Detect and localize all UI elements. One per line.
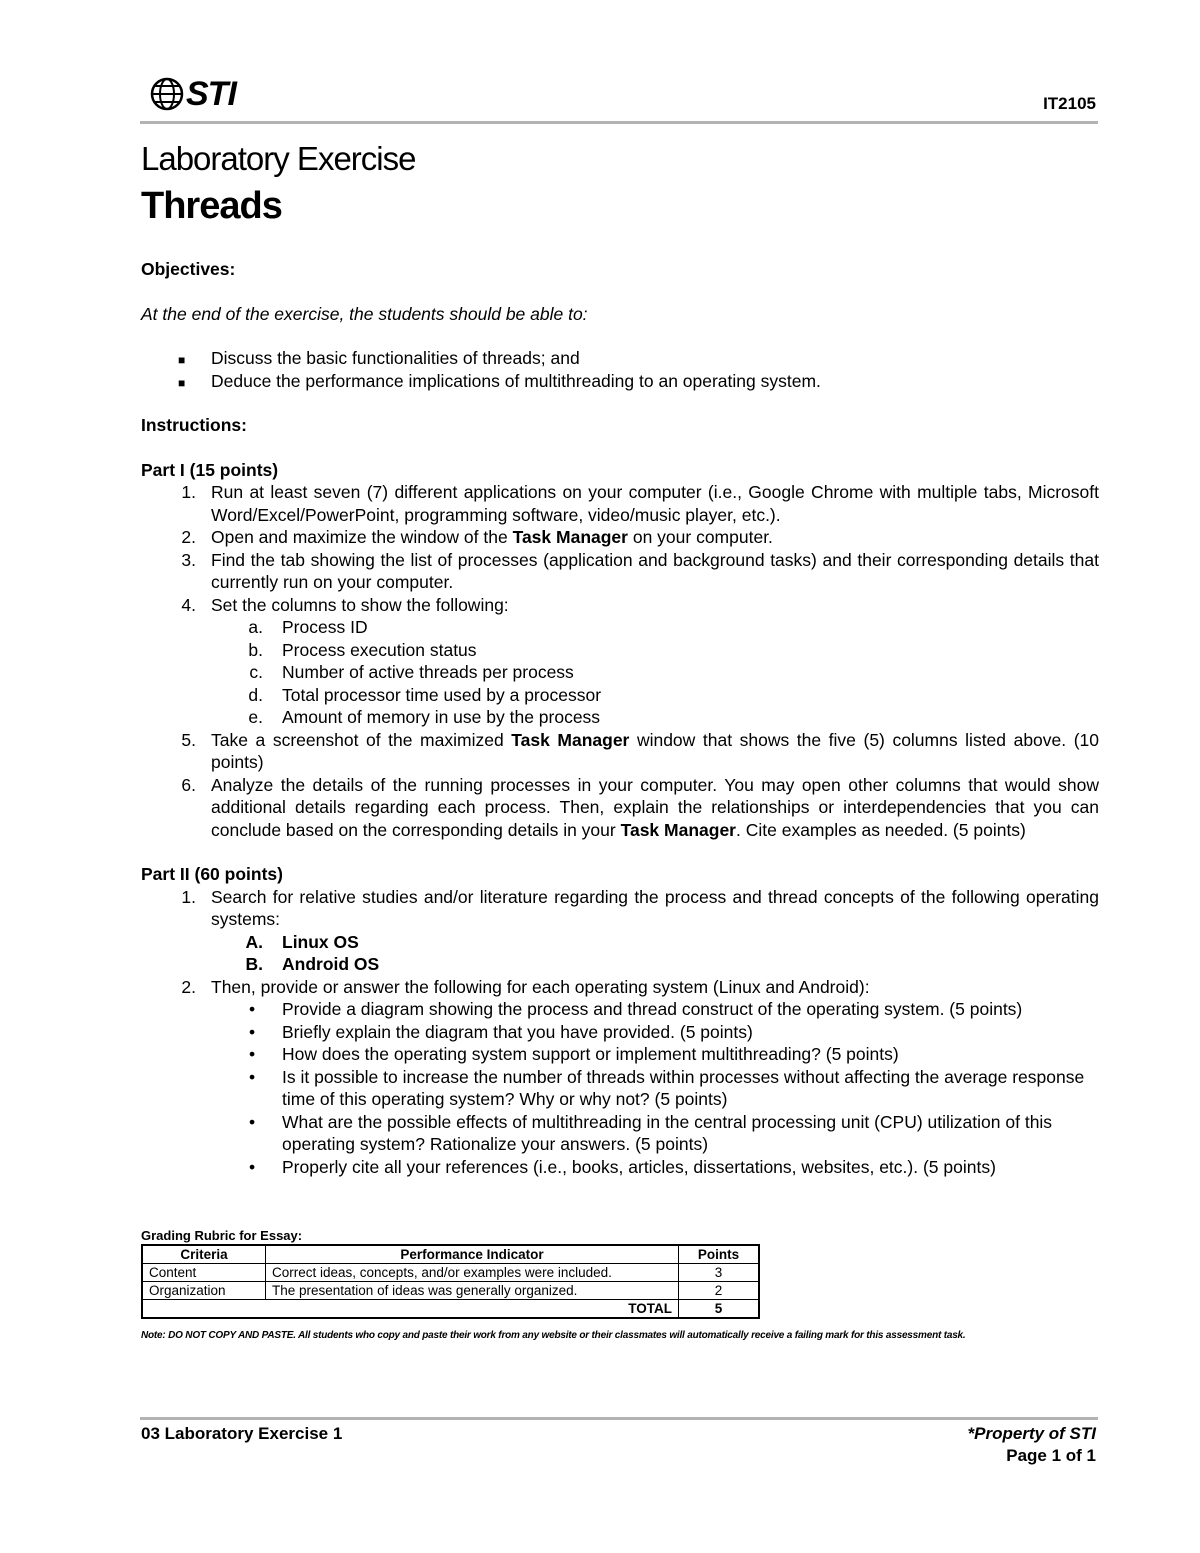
footer-title: 03 Laboratory Exercise 1 xyxy=(141,1424,343,1443)
document-title: Laboratory Exercise xyxy=(141,140,416,177)
footer-divider xyxy=(140,1417,1098,1420)
os-item: A. Linux OS xyxy=(245,931,359,952)
list-item: 3. Find the tab showing the list of processes (application and background tasks) and their corresponding details that currently run on your computer. xyxy=(181,549,1099,592)
list-item: 6. Analyze the details of the running processes in your computer. You may open other columns that would show additional details regarding each process. Then, explain the relationships or interdependencies that you can conclude based on the corresponding details in your Task Manager. Cite examples as needed. (5 points) xyxy=(181,774,1099,840)
sub-list-item: b. Process execution status xyxy=(248,639,477,660)
bullet-item: • How does the operating system support or implement multithreading? (5 points) xyxy=(249,1044,899,1064)
list-item: 2. Open and maximize the window of the Task Manager on your computer. xyxy=(181,527,773,547)
table-header-row: Criteria Performance Indicator Points xyxy=(142,1245,759,1264)
rubric-title: Grading Rubric for Essay: xyxy=(141,1228,303,1243)
sub-list-item: c. Number of active threads per process xyxy=(249,662,574,682)
page-number: Page 1 of 1 xyxy=(1006,1446,1096,1465)
bullet-item: • Properly cite all your references (i.e., books, articles, dissertations, websites, etc.). (5 points) xyxy=(249,1156,996,1177)
course-code: IT2105 xyxy=(1043,94,1096,113)
list-item: 5. Take a screenshot of the maximized Task Manager window that shows the five (5) columns listed above. (10 points) xyxy=(181,729,1099,772)
table-row: Content Correct ideas, concepts, and/or examples were included. 3 xyxy=(142,1264,759,1282)
objectives-heading: Objectives: xyxy=(141,259,236,279)
list-item: 1. Run at least seven (7) different applications on your computer (i.e., Google Chrome with multiple tabs, Microsoft Word/Excel/PowerPoint, programming software, video/music player, etc.). xyxy=(181,482,1099,525)
bullet-item: • Briefly explain the diagram that you have provided. (5 points) xyxy=(249,1021,753,1042)
table-row: Organization The presentation of ideas was generally organized. 2 xyxy=(142,1282,759,1300)
objectives-intro: At the end of the exercise, the students should be able to: xyxy=(141,303,588,324)
list-item: 2. Then, provide or answer the following for each operating system (Linux and Android): xyxy=(181,976,870,997)
bullet-item: • Provide a diagram showing the process and thread construct of the operating system. (5 points) xyxy=(249,999,1023,1019)
objective-item: ■ Discuss the basic functionalities of threads; and xyxy=(141,347,1099,370)
square-bullet-icon: ■ xyxy=(178,353,186,367)
rubric-table xyxy=(141,1244,760,1319)
sub-list-item: d. Total processor time used by a processor xyxy=(248,684,602,705)
os-item: B. Android OS xyxy=(245,954,380,974)
sub-list-item: e. Amount of memory in use by the process xyxy=(248,707,601,727)
objective-item: ■ Deduce the performance implications of multithreading to an operating system. xyxy=(141,370,1099,393)
bullet-item: • What are the possible effects of multithreading in the central processing unit (CPU) utilization of this operating system? Rationalize your answers. (5 points) xyxy=(249,1111,1053,1154)
square-bullet-icon: ■ xyxy=(178,375,186,390)
table-total-row: TOTAL 5 xyxy=(142,1300,759,1319)
logo-text: STI xyxy=(186,75,236,113)
footer-property: *Property of STI xyxy=(967,1424,1096,1443)
part2-heading: Part II (60 points) xyxy=(141,864,283,884)
sub-list-item: a. Process ID xyxy=(248,617,368,637)
header-divider xyxy=(140,121,1098,124)
copy-note: Note: DO NOT COPY AND PASTE. All students who copy and paste their work from any website or their classmates will automatically receive a failing mark for this assessment task. xyxy=(141,1330,966,1341)
bullet-item: • Is it possible to increase the number of threads within processes without affecting the average response time of this operating system? Why or why not? (5 points) xyxy=(249,1066,1085,1109)
document-body xyxy=(141,258,1099,1178)
document-subtitle: Threads xyxy=(141,185,282,227)
sti-logo xyxy=(150,74,236,114)
list-item: 1. Search for relative studies and/or literature regarding the process and thread concepts of the following operating systems: xyxy=(181,886,1099,929)
part1-heading: Part I (15 points) xyxy=(141,459,279,480)
list-item: 4. Set the columns to show the following: xyxy=(181,594,509,615)
globe-icon xyxy=(150,77,184,111)
instructions-heading: Instructions: xyxy=(141,415,247,435)
